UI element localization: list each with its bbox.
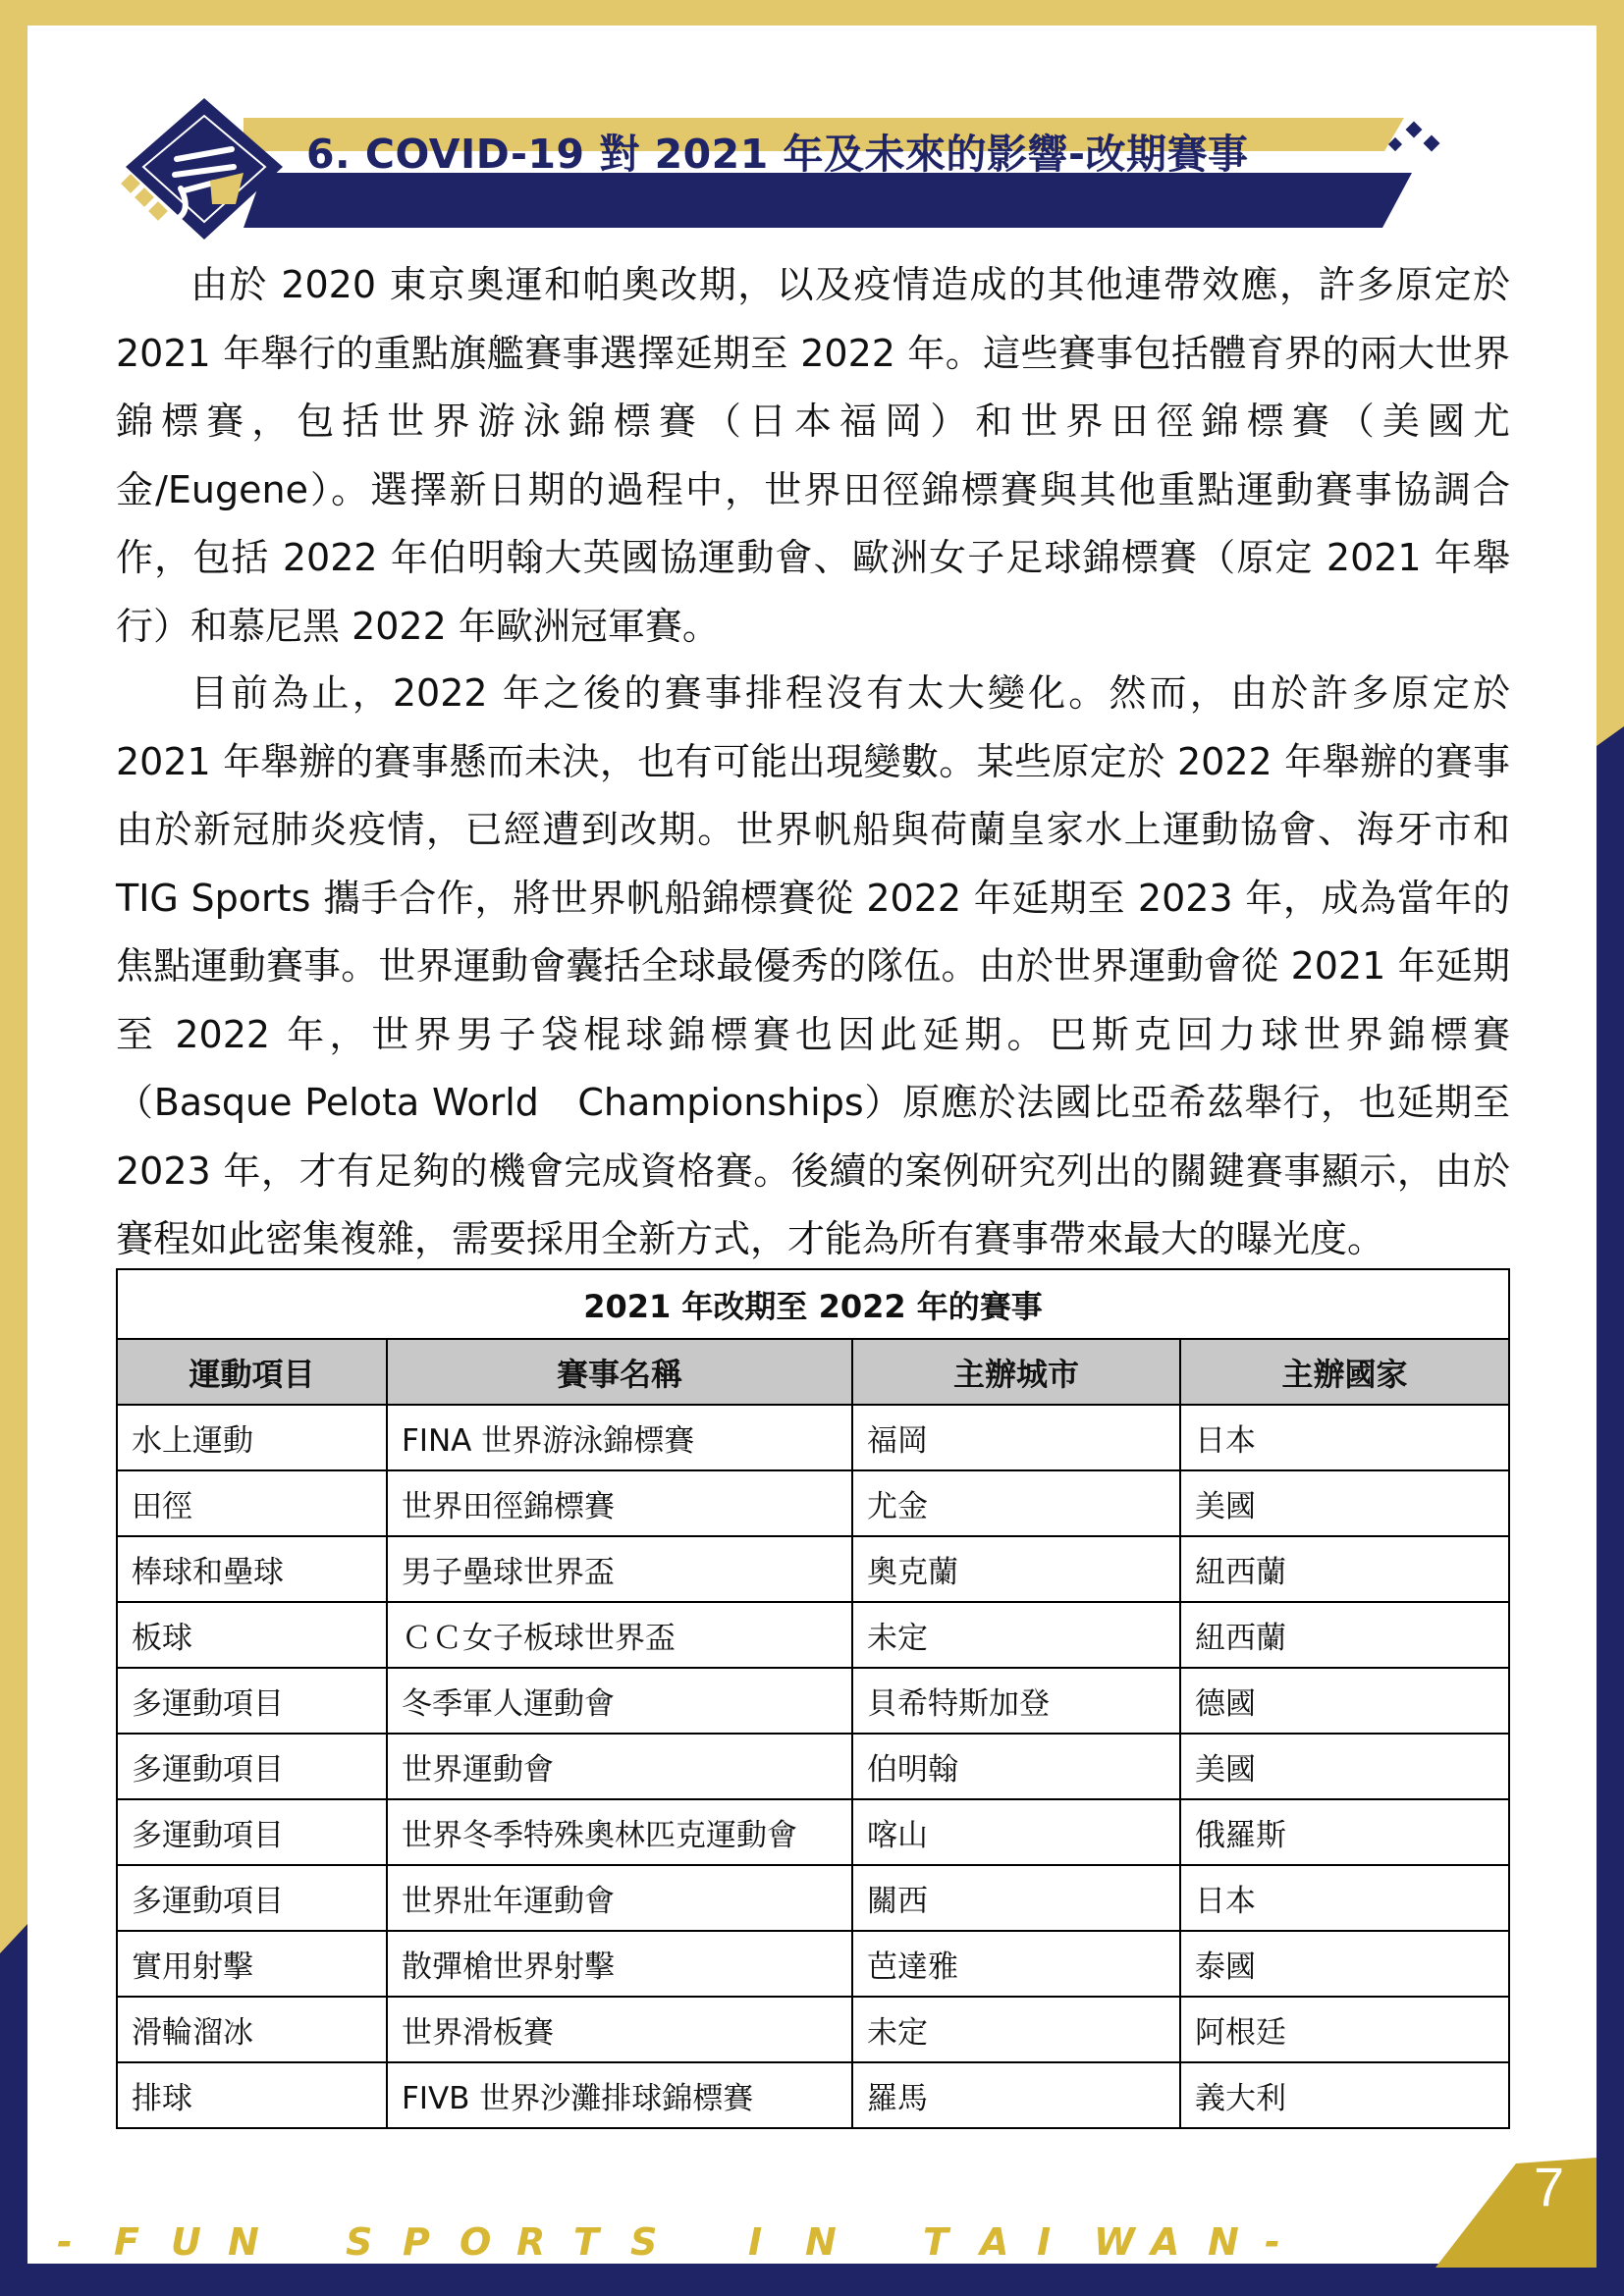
page-title: 6. COVID-19 對 2021 年及未來的影響-改期賽事 [306, 131, 1249, 178]
footer-letter: N [228, 2220, 259, 2264]
cell-event: 世界滑板賽 [387, 1997, 852, 2062]
footer-letter: F [114, 2220, 139, 2264]
footer-letter: U [171, 2220, 201, 2264]
cell-event: 世界壯年運動會 [387, 1865, 852, 1931]
cell-sport: 多運動項目 [117, 1668, 387, 1734]
footer-letter: T [923, 2220, 948, 2264]
cell-country: 阿根廷 [1180, 1997, 1509, 2062]
table-row [117, 1734, 1509, 1799]
footer-letter: I [748, 2220, 763, 2264]
cell-city: 奧克蘭 [852, 1536, 1180, 1602]
footer-letter: A [1151, 2220, 1180, 2264]
cell-city: 未定 [852, 1997, 1180, 2062]
cell-city: 關西 [852, 1865, 1180, 1931]
cell-country: 泰國 [1180, 1931, 1509, 1997]
body-paragraph-2: 目前為止，2022 年之後的賽事排程沒有太大變化。然而，由於許多原定於 2021 年舉辦的賽事懸而未決，也有可能出現變數。某些原定於 2022 年舉辦的賽事由於新冠肺炎疫情，已經遭到改期。世界帆船與荷蘭皇家水上運動協會、海牙市和 TIG Sports 攜手合作，將世界帆船錦標賽從 2022 年延期至 2023 年，成為當年的焦點運動賽事。世界運動會囊括全球最優秀的隊伍。由於世界運動會從 2021 年延期至 2022 年，世界男子袋棍球錦標賽也因此延期。巴斯克回力球世界錦標賽（Basque Pelota World Championships）原應於法國比亞希茲舉行，也延期至 2023 年，才有足夠的機會完成資格賽。後續的案例研究列出的關鍵賽事顯示，由於賽程如此密集複雜，需要採用全新方式，才能為所有賽事帶來最大的曝光度。 [116, 671, 1510, 1260]
cell-sport: 實用射擊 [117, 1931, 387, 1997]
cell-country: 紐西蘭 [1180, 1536, 1509, 1602]
footer-slogan [57, 2220, 1304, 2264]
cell-country: 俄羅斯 [1180, 1799, 1509, 1865]
cell-event: ＣＣ女子板球世界盃 [387, 1602, 852, 1668]
page-number: 7 [1534, 2156, 1565, 2217]
column-header-city: 主辦城市 [852, 1339, 1180, 1405]
table-row [117, 1470, 1509, 1536]
cell-country: 美國 [1180, 1470, 1509, 1536]
cell-sport: 水上運動 [117, 1405, 387, 1470]
footer-letter: N [1208, 2220, 1239, 2264]
cell-sport: 排球 [117, 2062, 387, 2128]
cell-city: 伯明翰 [852, 1734, 1180, 1799]
cell-country: 紐西蘭 [1180, 1602, 1509, 1668]
cell-event: 世界運動會 [387, 1734, 852, 1799]
table-row [117, 1931, 1509, 1997]
cell-event: 冬季軍人運動會 [387, 1668, 852, 1734]
cell-sport: 板球 [117, 1602, 387, 1668]
column-header-sport: 運動項目 [117, 1339, 387, 1405]
cell-country: 日本 [1180, 1865, 1509, 1931]
table-row [117, 1602, 1509, 1668]
footer-letter: - [57, 2220, 73, 2264]
table-row [117, 1799, 1509, 1865]
cell-sport: 多運動項目 [117, 1734, 387, 1799]
table-row [117, 1865, 1509, 1931]
footer-letter: S [630, 2220, 658, 2264]
table-caption: 2021 年改期至 2022 年的賽事 [117, 1269, 1509, 1339]
footer-letter: A [980, 2220, 1009, 2264]
column-header-country: 主辦國家 [1180, 1339, 1509, 1405]
cell-city: 福岡 [852, 1405, 1180, 1470]
cell-sport: 多運動項目 [117, 1865, 387, 1931]
table-row [117, 1536, 1509, 1602]
footer-letter: S [346, 2220, 373, 2264]
footer-letter: - [1265, 2220, 1280, 2264]
table-row [117, 1997, 1509, 2062]
footer-letter: W [1094, 2220, 1135, 2264]
rescheduled-events-table [116, 1268, 1510, 2129]
cell-event: 世界田徑錦標賽 [387, 1470, 852, 1536]
footer-letter: T [573, 2220, 599, 2264]
cell-sport: 田徑 [117, 1470, 387, 1536]
footer-letter: I [1037, 2220, 1052, 2264]
cell-event: FINA 世界游泳錦標賽 [387, 1405, 852, 1470]
table-row [117, 1668, 1509, 1734]
cell-city: 尤金 [852, 1470, 1180, 1536]
column-header-event: 賽事名稱 [387, 1339, 852, 1405]
cell-sport: 棒球和壘球 [117, 1536, 387, 1602]
cell-country: 日本 [1180, 1405, 1509, 1470]
table-row [117, 1405, 1509, 1470]
cell-city: 未定 [852, 1602, 1180, 1668]
cell-event: 世界冬季特殊奧林匹克運動會 [387, 1799, 852, 1865]
cell-city: 芭達雅 [852, 1931, 1180, 1997]
cell-country: 德國 [1180, 1668, 1509, 1734]
table-row [117, 2062, 1509, 2128]
cell-country: 義大利 [1180, 2062, 1509, 2128]
cell-country: 美國 [1180, 1734, 1509, 1799]
cell-event: 男子壘球世界盃 [387, 1536, 852, 1602]
cell-event: FIVB 世界沙灘排球錦標賽 [387, 2062, 852, 2128]
cell-event: 散彈槍世界射擊 [387, 1931, 852, 1997]
footer-letter: R [516, 2220, 546, 2264]
footer-letter: P [403, 2220, 430, 2264]
table-header-row [117, 1339, 1509, 1405]
cell-sport: 多運動項目 [117, 1799, 387, 1865]
footer-letter: O [460, 2220, 492, 2264]
cell-sport: 滑輪溜冰 [117, 1997, 387, 2062]
footer-letter: N [805, 2220, 837, 2264]
cell-city: 貝希特斯加登 [852, 1668, 1180, 1734]
cell-city: 喀山 [852, 1799, 1180, 1865]
body-paragraph-1: 由於 2020 東京奧運和帕奧改期，以及疫情造成的其他連帶效應，許多原定於 2021 年舉行的重點旗艦賽事選擇延期至 2022 年。這些賽事包括體育界的兩大世界錦標賽，包括世界游泳錦標賽（日本福岡）和世界田徑錦標賽（美國尤金/Eugene）。選擇新日期的過程中，世界田徑錦標賽與其他重點運動賽事協調合作，包括 2022 年伯明翰大英國協運動會、歐洲女子足球錦標賽（原定 2021 年舉行）和慕尼黑 2022 年歐洲冠軍賽。 [116, 263, 1510, 648]
cell-city: 羅馬 [852, 2062, 1180, 2128]
